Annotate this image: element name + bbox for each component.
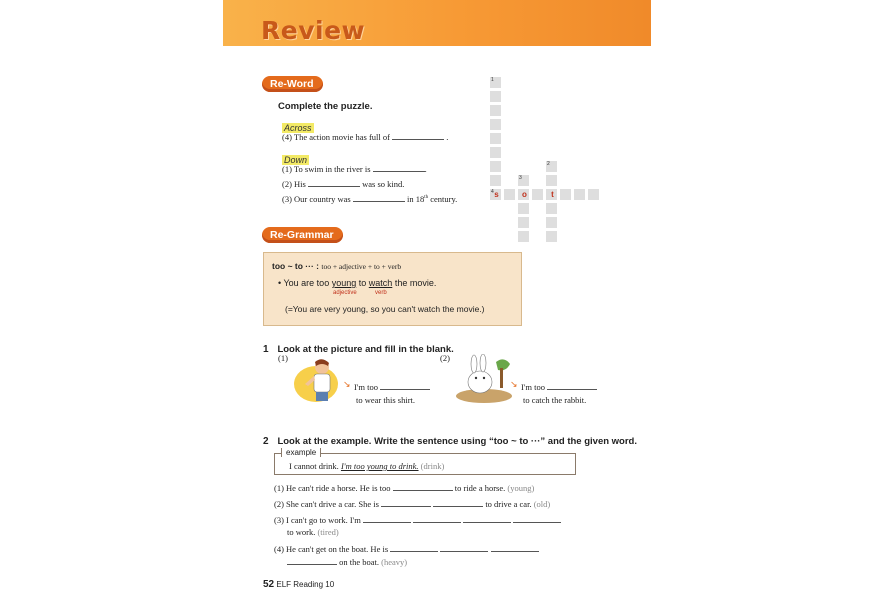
- puzzle-cell[interactable]: 3: [517, 174, 530, 187]
- grammar-paraphrase: (=You are very young, so you can't watch the movie.): [285, 304, 485, 314]
- puzzle-cell[interactable]: [573, 188, 586, 201]
- q1-item2-line1: I'm too: [521, 381, 597, 392]
- puzzle-cell[interactable]: [545, 174, 558, 187]
- puzzle-cell[interactable]: 1: [489, 76, 502, 89]
- workbook-page: [223, 0, 651, 612]
- puzzle-cell[interactable]: [489, 104, 502, 117]
- reword-pill: Re-Word: [262, 76, 323, 92]
- regrammar-pill: Re-Grammar: [262, 227, 343, 243]
- q1-item2-num: (2): [440, 353, 450, 363]
- down-label: Down: [284, 155, 308, 165]
- q1-item2-line2: to catch the rabbit.: [523, 395, 587, 405]
- puzzle-cell[interactable]: [517, 202, 530, 215]
- q2-item2: (2) She can't drive a car. She is to drive a car. (old): [274, 499, 551, 509]
- puzzle-cell[interactable]: 2: [545, 160, 558, 173]
- example-box: [274, 448, 576, 475]
- q1-item1-num: (1): [278, 353, 288, 363]
- puzzle-cell[interactable]: [489, 118, 502, 131]
- page-number: 52: [263, 579, 275, 590]
- q2-item3-line2: to work. (tired): [287, 527, 339, 537]
- q2-heading: 2 Look at the example. Write the sentence using “too ~ to ···” and the given word.: [263, 436, 638, 447]
- q1-item1-line1: I'm too: [354, 381, 430, 392]
- puzzle-cell[interactable]: [489, 132, 502, 145]
- rabbit-illustration: [454, 354, 514, 404]
- example-sentence: I cannot drink. I'm too young to drink. (drink): [289, 461, 445, 471]
- header-banner: [223, 0, 651, 46]
- page-footer: [263, 579, 334, 590]
- clue-down-3: (3) Our country was in 18th century.: [282, 194, 458, 204]
- tag-adjective: adjective: [333, 290, 357, 296]
- puzzle-cell[interactable]: [517, 216, 530, 229]
- puzzle-cell[interactable]: [517, 230, 530, 243]
- book-title: ELF Reading 10: [276, 580, 335, 589]
- puzzle-cell[interactable]: [489, 160, 502, 173]
- grammar-example: • You are too young to watch the movie.: [278, 278, 437, 288]
- grammar-box: [263, 252, 522, 326]
- grammar-rule: too ~ to ··· : too + adjective + to + verb: [272, 261, 402, 271]
- clue-across-4: (4) The action movie has full of .: [282, 132, 449, 142]
- q2-item4-line2: on the boat. (heavy): [287, 556, 407, 567]
- reword-instruction: Complete the puzzle.: [278, 101, 373, 112]
- q1-heading: 1 Look at the picture and fill in the blank.: [263, 344, 454, 355]
- puzzle-cell[interactable]: [587, 188, 600, 201]
- puzzle-cell[interactable]: [545, 216, 558, 229]
- page-title: Review: [261, 16, 366, 45]
- across-label: Across: [284, 123, 312, 133]
- boy-shirt-illustration: [288, 354, 348, 404]
- puzzle-cell[interactable]: [545, 202, 558, 215]
- puzzle-cell[interactable]: [489, 174, 502, 187]
- arrow-icon: ↘: [343, 379, 351, 389]
- puzzle-cell[interactable]: [545, 230, 558, 243]
- q2-item1: (1) He can't ride a horse. He is too to ride a horse. (young): [274, 483, 535, 493]
- puzzle-cell[interactable]: [503, 188, 516, 201]
- puzzle-cell[interactable]: [531, 188, 544, 201]
- puzzle-cell[interactable]: [489, 146, 502, 159]
- puzzle-cell[interactable]: [489, 90, 502, 103]
- q1-item1-line2: to wear this shirt.: [356, 395, 416, 405]
- q2-item3: (3) I can't go to work. I'm: [274, 514, 561, 525]
- clue-down-2: (2) His was so kind.: [282, 179, 405, 189]
- puzzle-cell[interactable]: 4 s: [489, 188, 502, 201]
- tag-verb: verb: [375, 290, 387, 296]
- puzzle-cell[interactable]: o: [517, 188, 530, 201]
- example-label: example: [281, 448, 321, 457]
- q2-item4: (4) He can't get on the boat. He is: [274, 543, 539, 554]
- puzzle-cell[interactable]: [559, 188, 572, 201]
- arrow-icon: ↘: [510, 379, 518, 389]
- clue-down-1: (1) To swim in the river is .: [282, 164, 427, 174]
- puzzle-cell[interactable]: t: [545, 188, 558, 201]
